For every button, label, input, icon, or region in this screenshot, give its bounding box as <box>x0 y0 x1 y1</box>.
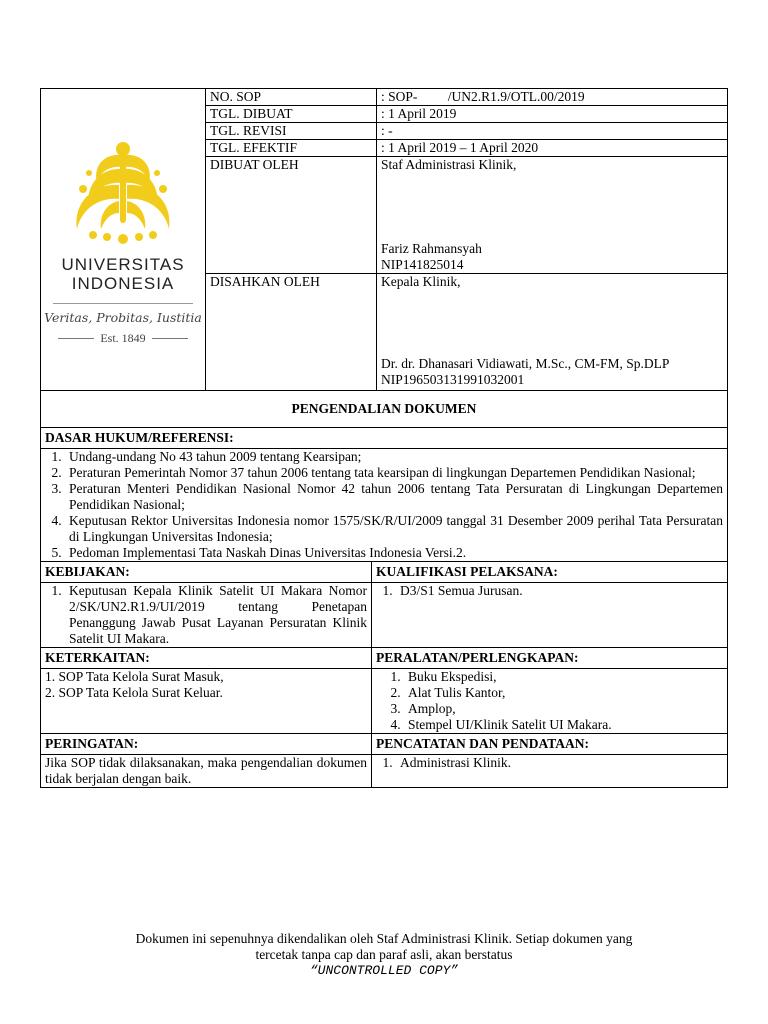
dibuat-oleh-role: Staf Administrasi Klinik, <box>381 157 517 172</box>
tgl-efektif-label: TGL. EFEKTIF <box>206 140 377 157</box>
keterkaitan-heading: KETERKAITAN: <box>41 648 372 669</box>
sop-document <box>40 88 728 788</box>
peralatan-item: 1. Buku Ekspedisi, <box>404 669 723 685</box>
kualifikasi-list <box>372 583 723 599</box>
dibuat-oleh-label: DIBUAT OLEH <box>206 157 377 274</box>
kualifikasi-cell <box>372 583 728 648</box>
footer-note <box>0 931 768 979</box>
footer-line1: Dokumen ini sepenuhnya dikendalikan oleh Staf Administrasi Klinik. Setiap dokumen yang <box>135 931 633 946</box>
peringatan-heading: PERINGATAN: <box>41 734 372 755</box>
disahkan-oleh-name: Dr. dr. Dhanasari Vidiawati, M.Sc., CM-FM, Sp.DLP <box>381 356 670 371</box>
tgl-dibuat-label: TGL. DIBUAT <box>206 106 377 123</box>
dibuat-oleh-signature <box>377 157 728 274</box>
university-motto: Veritas, Probitas, Iustitia <box>44 310 202 325</box>
no-sop-value: : SOP- /UN2.R1.9/OTL.00/2019 <box>377 89 728 106</box>
dasar-hukum-item: 3. Peraturan Menteri Pendidikan Nasional Nomor 42 tahun 2006 tentang Tata Persuratan di Lingkungan Departemen Pendidikan Nasional; <box>65 481 723 513</box>
tgl-dibuat-value: : 1 April 2019 <box>377 106 728 123</box>
disahkan-oleh-signature <box>377 274 728 391</box>
peringatan-text: Jika SOP tidak dilaksanakan, maka pengendalian dokumen tidak berjalan dengan baik. <box>41 755 372 788</box>
peralatan-heading: PERALATAN/PERLENGKAPAN: <box>372 648 728 669</box>
disahkan-oleh-role: Kepala Klinik, <box>381 274 461 289</box>
disahkan-oleh-nip: NIP196503131991032001 <box>381 372 525 387</box>
peralatan-item: 4. Stempel UI/Klinik Satelit UI Makara. <box>404 717 723 733</box>
dibuat-oleh-nip: NIP141825014 <box>381 257 464 272</box>
pencatatan-cell <box>372 755 728 788</box>
kualifikasi-item: 1. D3/S1 Semua Jurusan. <box>396 583 723 599</box>
peralatan-item: 3. Amplop, <box>404 701 723 717</box>
kebijakan-heading: KEBIJAKAN: <box>41 562 372 583</box>
keterkaitan-item: 1. SOP Tata Kelola Surat Masuk, <box>45 669 224 684</box>
dasar-hukum-item: 4. Keputusan Rektor Universitas Indonesia nomor 1575/SK/R/UI/2009 tanggal 31 Desember 2009 perihal Tata Persuratan di Lingkungan Universitas Indonesia; <box>65 513 723 545</box>
dibuat-oleh-name: Fariz Rahmansyah <box>381 241 482 256</box>
university-name-line2: INDONESIA <box>71 274 175 293</box>
pencatatan-item: 1. Administrasi Klinik. <box>396 755 723 771</box>
kebijakan-item: 1. Keputusan Kepala Klinik Satelit UI Makara Nomor 2/SK/UN2.R1.9/UI/2019 tentang Penetapan Penanggung Jawab Pusat Layanan Persuratan Klinik Satelit UI Makara. <box>65 583 367 647</box>
dasar-hukum-cell <box>41 449 728 562</box>
footer-uncontrolled-copy: “UNCONTROLLED COPY” <box>309 963 459 978</box>
content-table <box>40 390 728 788</box>
no-sop-label: NO. SOP <box>206 89 377 106</box>
kebijakan-list <box>41 583 367 647</box>
kebijakan-cell <box>41 583 372 648</box>
pencatatan-list <box>372 755 723 771</box>
peralatan-cell <box>372 669 728 734</box>
disahkan-oleh-label: DISAHKAN OLEH <box>206 274 377 391</box>
header-table <box>40 88 728 391</box>
kualifikasi-heading: KUALIFIKASI PELAKSANA: <box>372 562 728 583</box>
university-emblem-icon <box>63 133 183 245</box>
tgl-revisi-value: : - <box>377 123 728 140</box>
document-title: PENGENDALIAN DOKUMEN <box>41 391 728 428</box>
dasar-hukum-item: 1. Undang-undang No 43 tahun 2009 tentang Kearsipan; <box>65 449 723 465</box>
tgl-efektif-value: : 1 April 2019 – 1 April 2020 <box>377 140 728 157</box>
dasar-hukum-list <box>41 449 723 561</box>
university-name-line1: UNIVERSITAS <box>61 255 185 274</box>
university-est: Est. 1849 <box>100 331 146 345</box>
pencatatan-heading: PENCATATAN DAN PENDATAAN: <box>372 734 728 755</box>
dasar-hukum-item: 2. Peraturan Pemerintah Nomor 37 tahun 2006 tentang tata kearsipan di lingkungan Departemen Pendidikan Nasional; <box>65 465 723 481</box>
logo-cell <box>41 89 206 391</box>
peralatan-list <box>380 669 723 733</box>
footer-line2: tercetak tanpa cap dan paraf asli, akan berstatus <box>255 947 513 962</box>
peralatan-item: 2. Alat Tulis Kantor, <box>404 685 723 701</box>
dasar-hukum-item: 5. Pedoman Implementasi Tata Naskah Dinas Universitas Indonesia Versi.2. <box>65 545 723 561</box>
keterkaitan-item: 2. SOP Tata Kelola Surat Keluar. <box>45 685 223 700</box>
tgl-revisi-label: TGL. REVISI <box>206 123 377 140</box>
dasar-hukum-heading: DASAR HUKUM/REFERENSI: <box>41 428 728 449</box>
keterkaitan-cell <box>41 669 372 734</box>
